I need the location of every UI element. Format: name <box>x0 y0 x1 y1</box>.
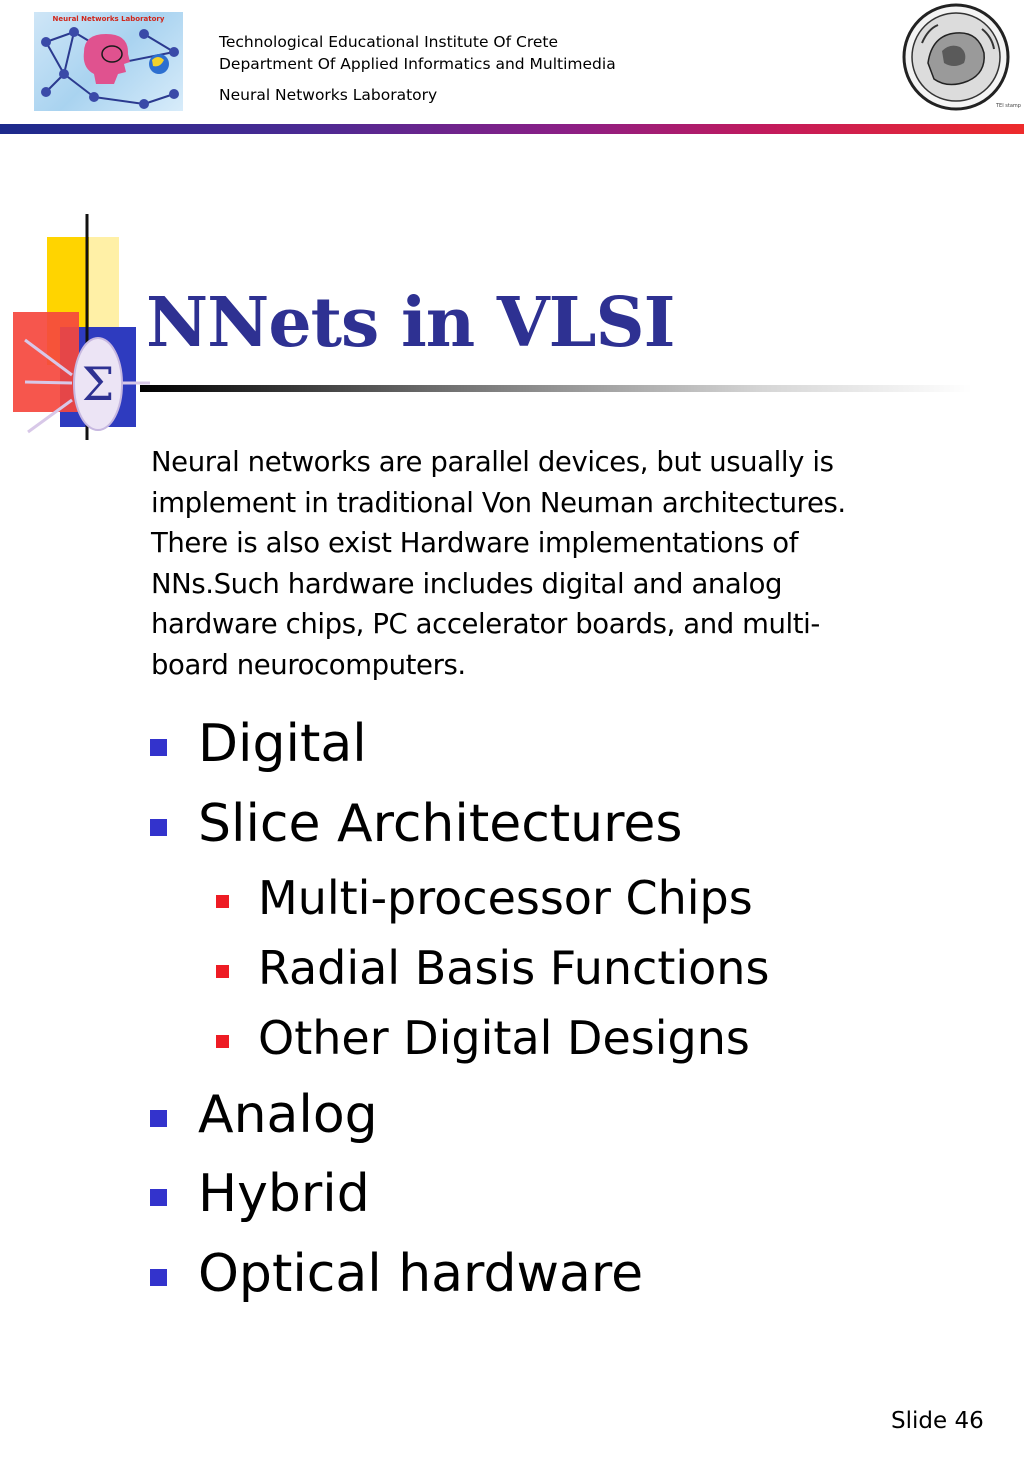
sub-bullet-item: Multi-processor Chips <box>216 870 753 926</box>
intro-line: Neural networks are parallel devices, but usually is <box>151 446 834 478</box>
bullet-item: Optical hardware <box>150 1244 643 1304</box>
bullet-item: Slice Architectures <box>150 794 682 854</box>
intro-line: There is also exist Hardware implementations of <box>151 527 798 560</box>
intro-line: hardware chips, PC accelerator boards, and multi- <box>151 608 820 641</box>
lab-name: Neural Networks Laboratory <box>219 86 438 104</box>
bullet-item: Hybrid <box>150 1164 370 1224</box>
bullet-item: Digital <box>150 714 367 774</box>
title-underline <box>140 385 972 392</box>
seal-caption: TEI stamp <box>996 103 1021 109</box>
intro-line: NNs.Such hardware includes digital and analog <box>151 567 783 600</box>
lab-logo <box>34 12 183 111</box>
institution-seal <box>898 3 1022 113</box>
sub-bullet-item: Other Digital Designs <box>216 1010 750 1066</box>
seal-emblem-icon <box>898 3 1022 113</box>
department-name: Department Of Applied Informatics and Multimedia <box>219 55 616 73</box>
institution-header <box>219 31 616 106</box>
slide-number: Slide 46 <box>891 1408 984 1434</box>
intro-line: implement in traditional Von Neuman architectures. <box>151 486 846 519</box>
header-gradient-bar <box>0 124 1024 134</box>
intro-line: board neurocomputers. <box>151 648 466 681</box>
neural-network-logo-icon <box>34 12 183 111</box>
bullet-item: Analog <box>150 1085 378 1145</box>
sigma-symbol: Σ <box>81 357 115 411</box>
slide-title: NNets in VLSI <box>146 283 675 363</box>
intro-paragraph <box>151 442 971 686</box>
logo-banner-text: Neural Networks Laboratory <box>52 15 165 23</box>
sub-bullet-item: Radial Basis Functions <box>216 940 769 996</box>
institution-name: Technological Educational Institute Of Crete <box>219 33 558 51</box>
